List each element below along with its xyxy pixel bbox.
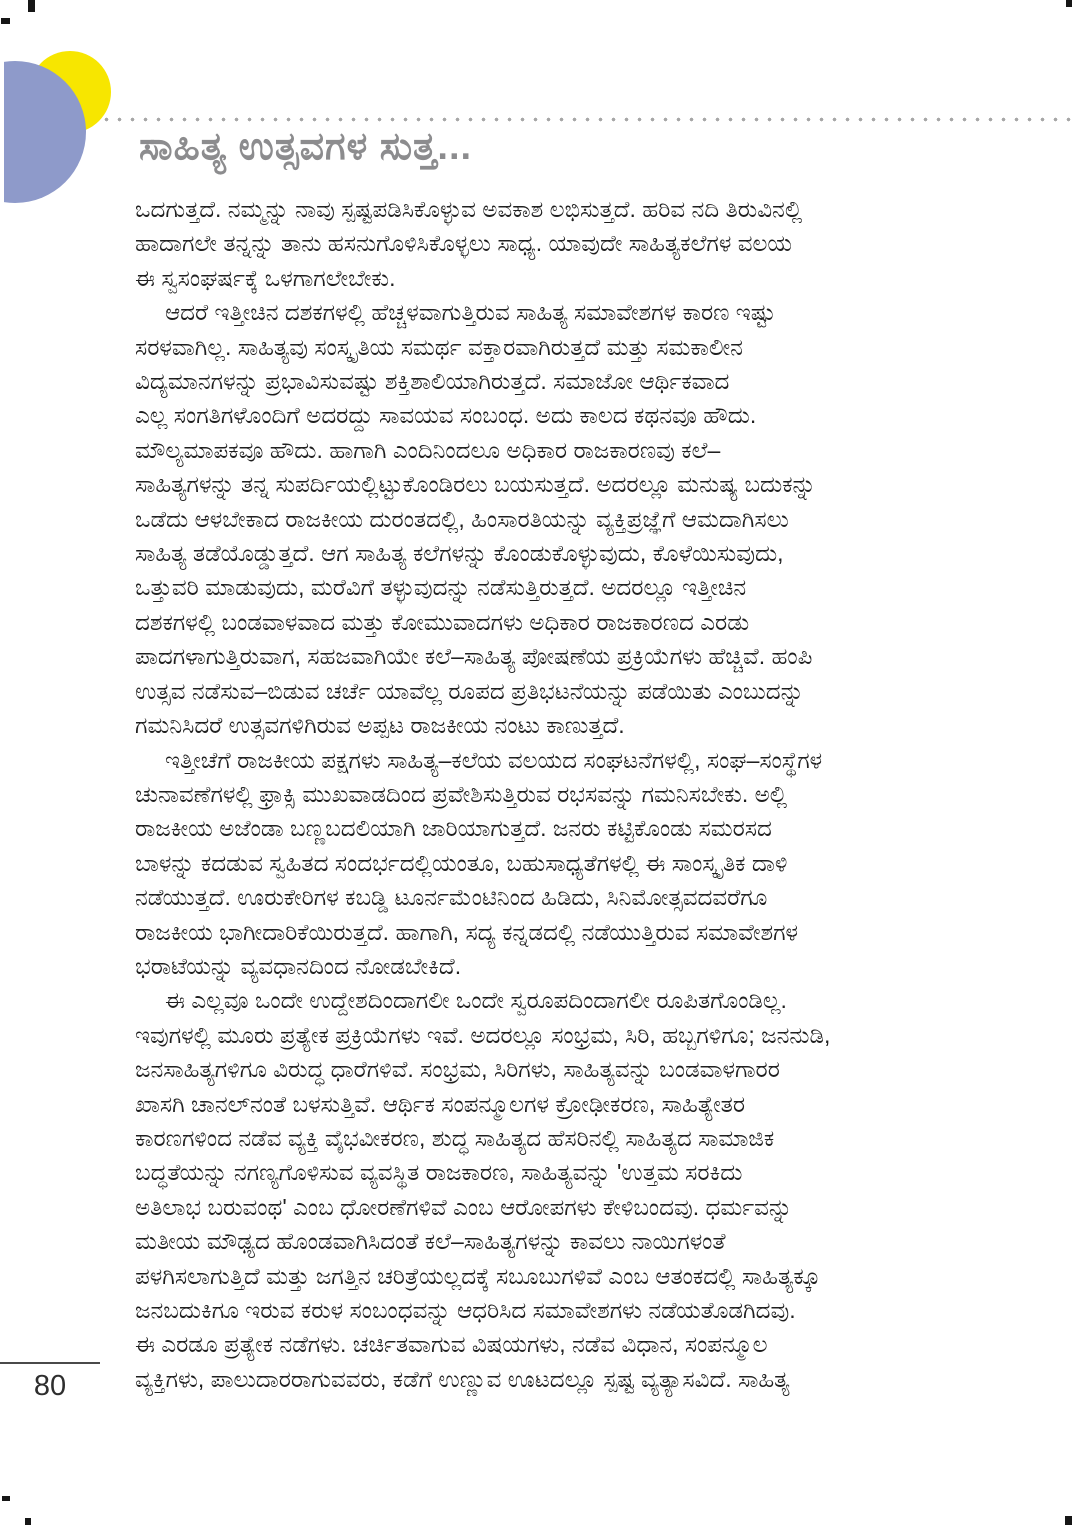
registration-mark-bottom-right <box>1065 1516 1072 1525</box>
text-line: ಹಾದಾಗಲೇ ತನ್ನನ್ನು ತಾನು ಹಸನುಗೊಳಿಸಿಕೊಳ್ಳಲು ಸಾಧ್ಯ. ಯಾವುದೇ ಸಾಹಿತ್ಯಕಲೆಗಳ ವಲಯ <box>135 230 793 257</box>
text-line: ವ್ಯಕ್ತಿಗಳು, ಪಾಲುದಾರರಾಗುವವರು, ಕಡೆಗೆ ಉಣ್ಣುವ ಊಟದಲ್ಲೂ ಸ್ಪಷ್ಟ ವ್ಯತ್ಯಾಸವಿದೆ. ಸಾಹಿತ್ಯ <box>135 1365 790 1392</box>
chapter-title: ಸಾಹಿತ್ಯ ಉತ್ಸವಗಳ ಸುತ್ತ... <box>139 126 473 168</box>
registration-mark-top-left <box>28 0 35 12</box>
text-line: ಮೌಲ್ಯಮಾಪಕವೂ ಹೌದು. ಹಾಗಾಗಿ ಎಂದಿನಿಂದಲೂ ಅಧಿಕಾರ ರಾಜಕಾರಣವು ಕಲೆ– <box>135 436 721 463</box>
text-line: ಇವುಗಳಲ್ಲಿ ಮೂರು ಪ್ರತ್ಯೇಕ ಪ್ರಕ್ರಿಯೆಗಳು ಇವೆ. ಅದರಲ್ಲೂ ಸಂಭ್ರಮ, ಸಿರಿ, ಹಬ್ಬಗಳಿಗೂ; ಜನನುಡಿ, <box>135 1021 831 1048</box>
text-line: ಅತಿಲಾಭ ಬರುವಂಥ' ಎಂಬ ಧೋರಣೆಗಳಿವೆ ಎಂಬ ಆರೋಪಗಳು ಕೇಳಿಬಂದವು. ಧರ್ಮವನ್ನು <box>135 1193 793 1220</box>
text-line: ರಾಜಕೀಯ ಅಜೆಂಡಾ ಬಣ್ಣಬದಲಿಯಾಗಿ ಜಾರಿಯಾಗುತ್ತದೆ. ಜನರು ಕಟ್ಟಿಕೊಂಡು ಸಮರಸದ <box>135 815 772 842</box>
text-line: ಎಲ್ಲ ಸಂಗತಿಗಳೊಂದಿಗೆ ಅದರದ್ದು ಸಾವಯವ ಸಂಬಂಧ. ಅದು ಕಾಲದ ಕಥನವೂ ಹೌದು. <box>135 402 757 429</box>
text-line: ಮತೀಯ ಮೌಢ್ಯದ ಹೊಂಡವಾಗಿಸಿದಂತೆ ಕಲೆ–ಸಾಹಿತ್ಯಗಳನ್ನು ಕಾವಲು ನಾಯಿಗಳಂತೆ <box>135 1228 726 1255</box>
body-text <box>135 192 950 1396</box>
registration-mark-bottom-left <box>25 1518 31 1525</box>
text-line: ಇತ್ತೀಚೆಗೆ ರಾಜಕೀಯ ಪಕ್ಷಗಳು ಸಾಹಿತ್ಯ–ಕಲೆಯ ವಲಯದ ಸಂಘಟನೆಗಳಲ್ಲಿ, ಸಂಘ–ಸಂಸ್ಥೆಗಳ <box>165 746 823 773</box>
text-line: ಜನಸಾಹಿತ್ಯಗಳಿಗೂ ವಿರುದ್ಧ ಧಾರೆಗಳಿವೆ. ಸಂಭ್ರಮ, ಸಿರಿಗಳು, ಸಾಹಿತ್ಯವನ್ನು ಬಂಡವಾಳಗಾರರ <box>135 1056 780 1083</box>
text-line: ಈ ಎರಡೂ ಪ್ರತ್ಯೇಕ ನಡೆಗಳು. ಚರ್ಚಿತವಾಗುವ ವಿಷಯಗಳು, ನಡೆವ ವಿಧಾನ, ಸಂಪನ್ಮೂಲ <box>135 1331 768 1358</box>
text-line: ಬದ್ಧತೆಯನ್ನು ನಗಣ್ಯಗೊಳಿಸುವ ವ್ಯವಸ್ಥಿತ ರಾಜಕಾರಣ, ಸಾಹಿತ್ಯವನ್ನು 'ಉತ್ತಮ ಸರಕಿದು <box>135 1159 743 1186</box>
text-line: ಸಾಹಿತ್ಯ ತಡೆಯೊಡ್ಡುತ್ತದೆ. ಆಗ ಸಾಹಿತ್ಯ ಕಲೆಗಳನ್ನು ಕೊಂಡುಕೊಳ್ಳುವುದು, ಕೊಳೆಯಿಸುವುದು, <box>135 540 784 567</box>
dotted-rule <box>100 117 1072 122</box>
text-line: ಗಮನಿಸಿದರೆ ಉತ್ಸವಗಳಿಗಿರುವ ಅಪ್ಪಟ ರಾಜಕೀಯ ನಂಟು ಕಾಣುತ್ತದೆ. <box>135 712 625 739</box>
text-line: ಬಾಳನ್ನು ಕದಡುವ ಸ್ವಹಿತದ ಸಂದರ್ಭದಲ್ಲಿಯಂತೂ, ಬಹುಸಾಧ್ಯತೆಗಳಲ್ಲಿ ಈ ಸಾಂಸ್ಕೃತಿಕ ದಾಳಿ <box>135 849 788 876</box>
text-line: ಜನಬದುಕಿಗೂ ಇರುವ ಕರುಳ ಸಂಬಂಧವನ್ನು ಆಧರಿಸಿದ ಸಮಾವೇಶಗಳು ನಡೆಯತೊಡಗಿದವು. <box>135 1297 796 1323</box>
registration-mark-top-right <box>1066 0 1072 7</box>
decor-circle-blue <box>4 61 86 203</box>
text-line: ಪಳಗಿಸಲಾಗುತ್ತಿದೆ ಮತ್ತು ಜಗತ್ತಿನ ಚರಿತ್ರೆಯಲ್ಲದಕ್ಕೆ ಸಬೂಬುಗಳಿವೆ ಎಂಬ ಆತಂಕದಲ್ಲಿ ಸಾಹಿತ್ಯಕ್ಕೂ <box>135 1262 821 1289</box>
paragraph <box>135 983 950 1396</box>
text-line: ಭರಾಟೆಯನ್ನು ವ್ಯವಧಾನದಿಂದ ನೋಡಬೇಕಿದೆ. <box>135 952 462 979</box>
page-number: 80 <box>33 1370 67 1402</box>
text-line: ಒದಗುತ್ತದೆ. ನಮ್ಮನ್ನು ನಾವು ಸ್ಪಷ್ಟಪಡಿಸಿಕೊಳ್ಳುವ ಅವಕಾಶ ಲಭಿಸುತ್ತದೆ. ಹರಿವ ನದಿ ತಿರುವಿನಲ್ಲಿ <box>135 196 803 222</box>
text-line: ಕಾರಣಗಳಿಂದ ನಡೆವ ವ್ಯಕ್ತಿ ವೈಭವೀಕರಣ, ಶುದ್ಧ ಸಾಹಿತ್ಯದ ಹೆಸರಿನಲ್ಲಿ ಸಾಹಿತ್ಯದ ಸಾಮಾಜಿಕ <box>135 1124 775 1151</box>
decor-circle-blue-clip <box>4 61 87 203</box>
folio-rule <box>0 1362 100 1364</box>
text-line: ಉತ್ಸವ ನಡೆಸುವ–ಬಿಡುವ ಚರ್ಚೆ ಯಾವೆಲ್ಲ ರೂಪದ ಪ್ರತಿಭಟನೆಯನ್ನು ಪಡೆಯಿತು ಎಂಬುದನ್ನು <box>135 677 804 704</box>
text-line: ರಾಜಕೀಯ ಭಾಗೀದಾರಿಕೆಯಿರುತ್ತದೆ. ಹಾಗಾಗಿ, ಸದ್ಯ ಕನ್ನಡದಲ್ಲಿ ನಡೆಯುತ್ತಿರುವ ಸಮಾವೇಶಗಳ <box>135 918 799 945</box>
text-line: ನಡೆಯುತ್ತದೆ. ಊರುಕೇರಿಗಳ ಕಬಡ್ಡಿ ಟೂರ್ನಮೆಂಟಿನಿಂದ ಹಿಡಿದು, ಸಿನಿಮೋತ್ಸವದವರೆಗೂ <box>135 884 768 911</box>
text-line: ಪಾದಗಳಾಗುತ್ತಿರುವಾಗ, ಸಹಜವಾಗಿಯೇ ಕಲೆ–ಸಾಹಿತ್ಯ ಪೋಷಣೆಯ ಪ್ರಕ್ರಿಯೆಗಳು ಹೆಚ್ಚಿವೆ. ಹಂಪಿ <box>135 643 813 670</box>
paragraph <box>135 743 950 984</box>
text-line: ಈ ಸ್ವಸಂಘರ್ಷಕ್ಕೆ ಒಳಗಾಗಲೇಬೇಕು. <box>135 264 396 291</box>
registration-dash-left-top <box>1 18 10 24</box>
text-line: ಸಾಹಿತ್ಯಗಳನ್ನು ತನ್ನ ಸುಪರ್ದಿಯಲ್ಲಿಟ್ಟುಕೊಂಡಿರಲು ಬಯಸುತ್ತದೆ. ಅದರಲ್ಲೂ ಮನುಷ್ಯ ಬದುಕನ್ನು <box>135 471 816 498</box>
text-line: ಒತ್ತುವರಿ ಮಾಡುವುದು, ಮರೆವಿಗೆ ತಳ್ಳುವುದನ್ನು ನಡೆಸುತ್ತಿರುತ್ತದೆ. ಅದರಲ್ಲೂ ಇತ್ತೀಚಿನ <box>135 574 747 601</box>
registration-dash-left-bottom <box>2 1496 10 1501</box>
text-line: ಆದರೆ ಇತ್ತೀಚಿನ ದಶಕಗಳಲ್ಲಿ ಹೆಚ್ಚಳವಾಗುತ್ತಿರುವ ಸಾಹಿತ್ಯ ಸಮಾವೇಶಗಳ ಕಾರಣ ಇಷ್ಟು <box>165 299 776 326</box>
text-line: ವಿದ್ಯಮಾನಗಳನ್ನು ಪ್ರಭಾವಿಸುವಷ್ಟು ಶಕ್ತಿಶಾಲಿಯಾಗಿರುತ್ತದೆ. ಸಮಾಜೋ ಆರ್ಥಿಕವಾದ <box>135 368 730 395</box>
paragraph <box>135 192 950 295</box>
text-line: ಖಾಸಗಿ ಚಾನಲ್‌ನಂತೆ ಬಳಸುತ್ತಿವೆ. ಆರ್ಥಿಕ ಸಂಪನ್ಮೂಲಗಳ ಕ್ರೋಢೀಕರಣ, ಸಾಹಿತ್ಯೇತರ <box>135 1090 746 1117</box>
text-line: ಒಡೆದು ಆಳಬೇಕಾದ ರಾಜಕೀಯ ದುರಂತದಲ್ಲಿ, ಹಿಂಸಾರತಿಯನ್ನು ವ್ಯಕ್ತಿಪ್ರಜ್ಞೆಗೆ ಆಮದಾಗಿಸಲು <box>135 505 789 532</box>
paragraph <box>135 295 950 742</box>
text-line: ಸರಳವಾಗಿಲ್ಲ. ಸಾಹಿತ್ಯವು ಸಂಸ್ಕೃತಿಯ ಸಮರ್ಥ ವಕ್ತಾರವಾಗಿರುತ್ತದೆ ಮತ್ತು ಸಮಕಾಲೀನ <box>135 333 743 360</box>
text-line: ಈ ಎಲ್ಲವೂ ಒಂದೇ ಉದ್ದೇಶದಿಂದಾಗಲೀ ಒಂದೇ ಸ್ವರೂಪದಿಂದಾಗಲೀ ರೂಪಿತಗೊಂಡಿಲ್ಲ. <box>165 987 787 1014</box>
text-line: ಚುನಾವಣೆಗಳಲ್ಲಿ ಫ್ರಾಕ್ಸಿ ಮುಖವಾಡದಿಂದ ಪ್ರವೇಶಿಸುತ್ತಿರುವ ರಭಸವನ್ನು ಗಮನಿಸಬೇಕು. ಅಲ್ಲಿ <box>135 780 788 807</box>
text-line: ದಶಕಗಳಲ್ಲಿ ಬಂಡವಾಳವಾದ ಮತ್ತು ಕೋಮುವಾದಗಳು ಅಧಿಕಾರ ರಾಜಕಾರಣದ ಎರಡು <box>135 608 750 635</box>
